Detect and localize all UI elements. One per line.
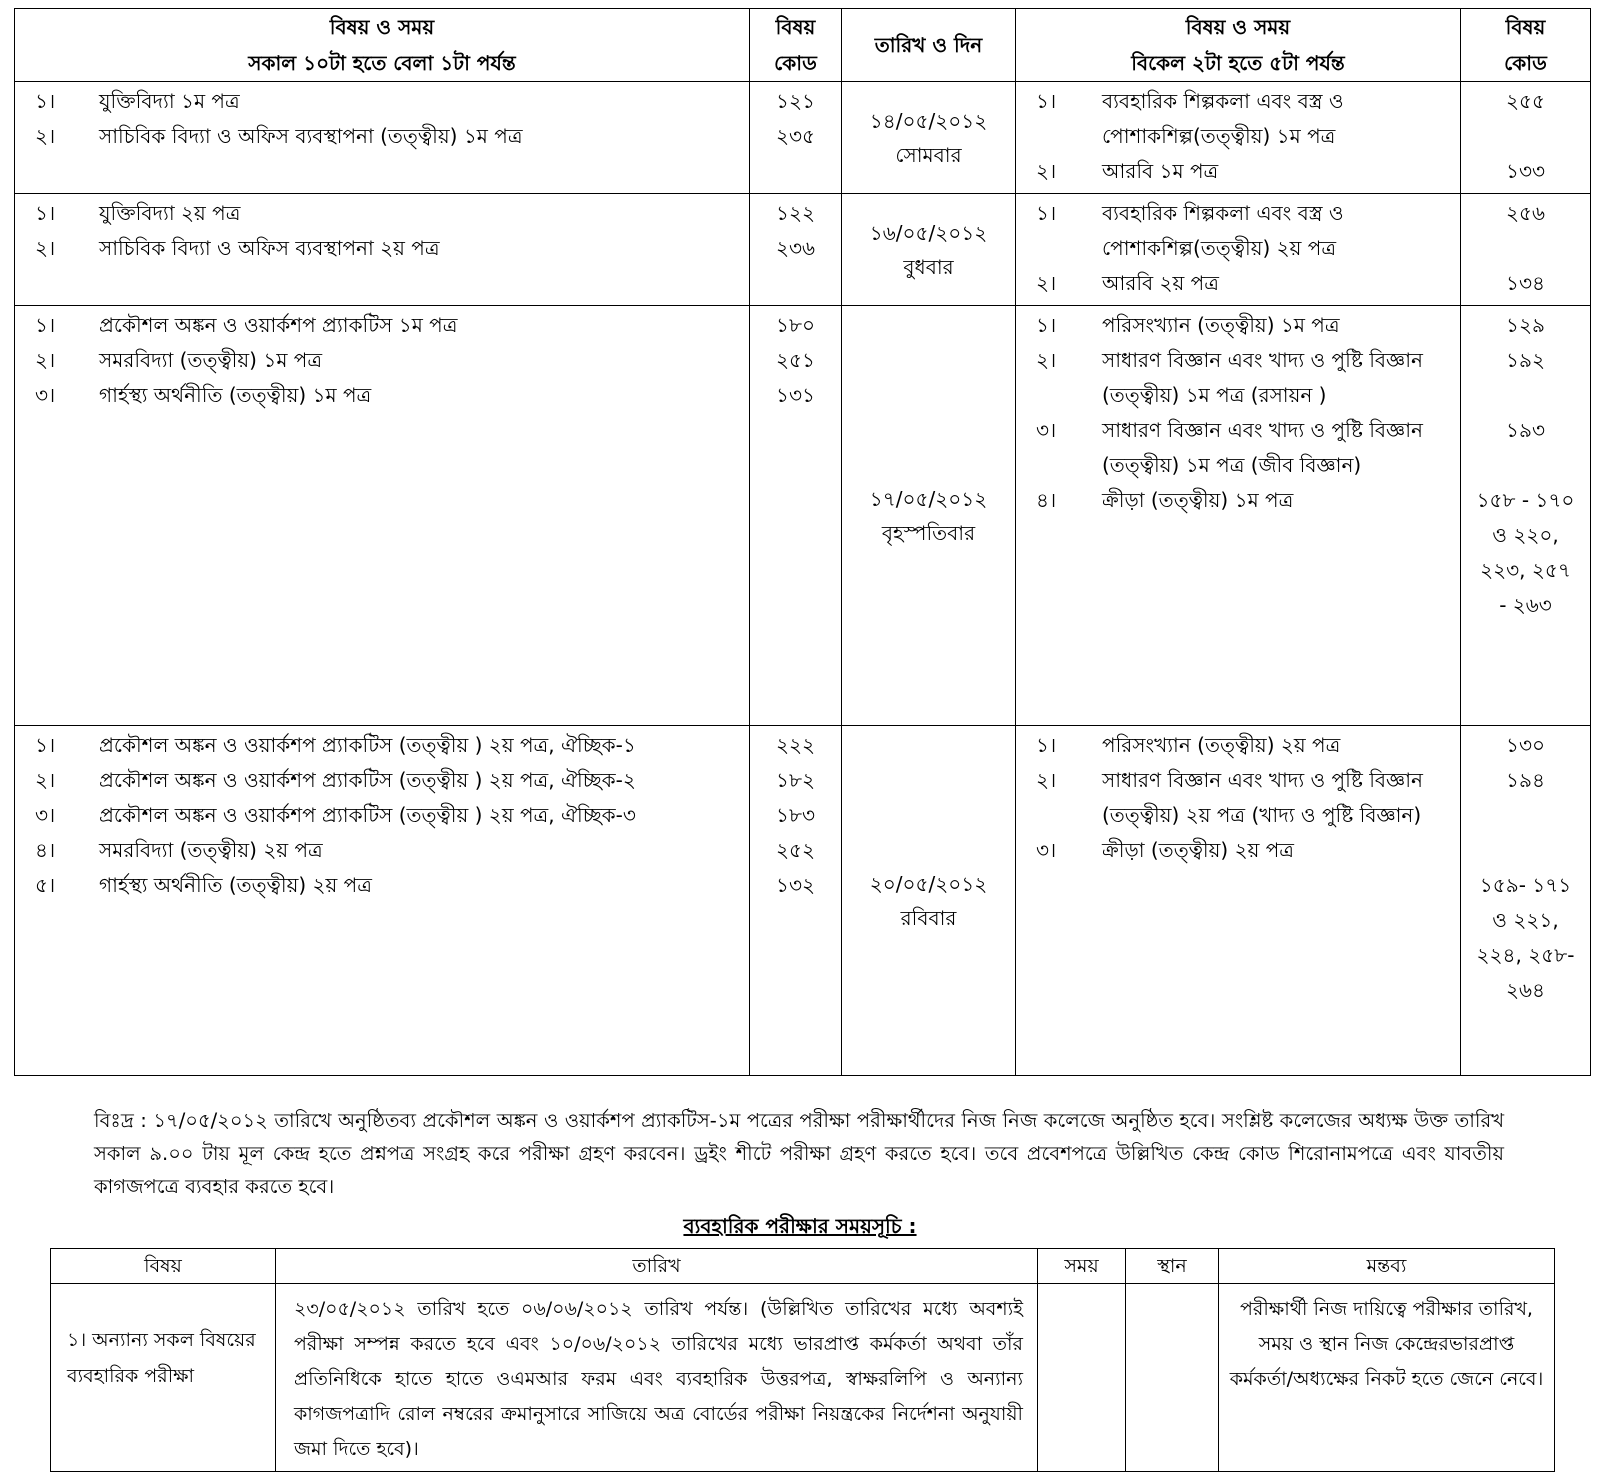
practical-place — [1126, 1284, 1219, 1472]
exam-schedule-table — [14, 8, 1591, 1076]
list-item: ৫। গার্হস্থ্য অর্থনীতি (তত্ত্বীয়) ২য় পত্র — [35, 873, 372, 897]
list-item: ২। সাচিবিক বিদ্যা ও অফিস ব্যবস্থাপনা (তত্ত্বীয়) ১ম পত্র — [35, 124, 523, 148]
afternoon-subjects — [1016, 306, 1461, 726]
practical-subject-header: বিষয় — [51, 1249, 276, 1284]
table-row — [51, 1284, 1555, 1472]
date-header: তারিখ ও দিন — [842, 9, 1016, 82]
morning-subjects — [15, 726, 750, 1076]
afternoon-subjects — [1016, 194, 1461, 306]
list-item: ৩। গার্হস্থ্য অর্থনীতি (তত্ত্বীয়) ১ম পত্র — [35, 383, 372, 407]
afternoon-codes: ১৩০ ১৯৪ ১৫৯- ১৭১ ও ২২১, ২২৪, ২৫৮- ২৬৪ — [1461, 726, 1591, 1076]
practical-time-header: সময় — [1038, 1249, 1126, 1284]
practical-place-header: স্থান — [1126, 1249, 1219, 1284]
afternoon-code-header: বিষয় কোড — [1461, 9, 1591, 82]
exam-date: ২০/০৫/২০১২ রবিবার — [842, 726, 1016, 1076]
practical-schedule-title: ব্যবহারিক পরীক্ষার সময়সূচি : — [683, 1214, 917, 1238]
afternoon-subjects — [1016, 726, 1461, 1076]
list-item: ২। আরবি ১ম পত্র — [1036, 159, 1219, 183]
table-row — [15, 726, 1591, 1076]
exam-date: ১৬/০৫/২০১২ বুধবার — [842, 194, 1016, 306]
list-item: ২। আরবি ২য় পত্র — [1036, 271, 1219, 295]
header-row — [15, 9, 1591, 82]
afternoon-codes: ২৫৬ ১৩৪ — [1461, 194, 1591, 306]
list-item: ৩। সাধারণ বিজ্ঞান এবং খাদ্য ও পুষ্টি বিজ্ঞান (তত্ত্বীয়) ১ম পত্র (জীব বিজ্ঞান) — [1036, 418, 1423, 477]
list-item: ৪। ক্রীড়া (তত্ত্বীয়) ১ম পত্র — [1036, 488, 1294, 512]
list-item: ১। ব্যবহারিক শিল্পকলা এবং বস্ত্র ও পোশাকশিল্প(তত্ত্বীয়) ২য় পত্র — [1036, 201, 1344, 260]
note-paragraph: বিঃদ্র : ১৭/০৫/২০১২ তারিখে অনুষ্ঠিতব্য প্রকৌশল অঙ্কন ও ওয়ার্কশপ প্র্যাকটিস-১ম পত্রের পরীক্ষা পরীক্ষার্থীদের নিজ নিজ কলেজে অনুষ্ঠিত হবে। সংশ্লিষ্ট কলেজের অধ্যক্ষ উক্ত তারিখ সকাল ৯.০০ টায় মূল কেন্দ্র হতে প্রশ্নপত্র সংগ্রহ করে পরীক্ষা গ্রহণ করবেন। ড্রইং শীটে পরীক্ষা গ্রহণ করতে হবে। তবে প্রবেশপত্রে উল্লিখিত কেন্দ্র কোড শিরোনামপত্রে এবং যাবতীয় কাগজপত্রে ব্যবহার করতে হবে। — [94, 1109, 1504, 1198]
morning-subjects — [15, 194, 750, 306]
table-row — [15, 194, 1591, 306]
list-item: ১। যুক্তিবিদ্যা ২য় পত্র — [35, 201, 241, 225]
morning-subjects — [15, 82, 750, 194]
list-item: ২। প্রকৌশল অঙ্কন ও ওয়ার্কশপ প্র্যাকটিস (তত্ত্বীয় ) ২য় পত্র, ঐচ্ছিক-২ — [35, 768, 636, 792]
practical-time — [1038, 1284, 1126, 1472]
list-item: ৩। প্রকৌশল অঙ্কন ও ওয়ার্কশপ প্র্যাকটিস (তত্ত্বীয় ) ২য় পত্র, ঐচ্ছিক-৩ — [35, 803, 636, 827]
morning-subjects — [15, 306, 750, 726]
morning-codes: ১২১ ২৩৫ — [750, 82, 842, 194]
list-item: ২। সাচিবিক বিদ্যা ও অফিস ব্যবস্থাপনা ২য় পত্র — [35, 236, 440, 260]
practical-subject: ১। অন্যান্য সকল বিষয়ের ব্যবহারিক পরীক্ষা — [51, 1284, 276, 1472]
list-item: ১। ব্যবহারিক শিল্পকলা এবং বস্ত্র ও পোশাকশিল্প(তত্ত্বীয়) ১ম পত্র — [1036, 89, 1344, 148]
exam-date: ১৪/০৫/২০১২ সোমবার — [842, 82, 1016, 194]
afternoon-subject-header: বিষয় ও সময় বিকেল ২টা হতে ৫টা পর্যন্ত — [1016, 9, 1461, 82]
practical-header-row — [51, 1249, 1555, 1284]
exam-date: ১৭/০৫/২০১২ বৃহস্পতিবার — [842, 306, 1016, 726]
afternoon-codes: ২৫৫ ১৩৩ — [1461, 82, 1591, 194]
list-item: ২। সাধারণ বিজ্ঞান এবং খাদ্য ও পুষ্টি বিজ্ঞান (তত্ত্বীয়) ১ম পত্র (রসায়ন ) — [1036, 348, 1423, 407]
afternoon-subjects — [1016, 82, 1461, 194]
list-item: ১। পরিসংখ্যান (তত্ত্বীয়) ১ম পত্র — [1036, 313, 1340, 337]
list-item: ৪। সমরবিদ্যা (তত্ত্বীয়) ২য় পত্র — [35, 838, 323, 862]
list-item: ১। পরিসংখ্যান (তত্ত্বীয়) ২য় পত্র — [1036, 733, 1341, 757]
list-item: ৩। ক্রীড়া (তত্ত্বীয়) ২য় পত্র — [1036, 838, 1294, 862]
practical-date: ২৩/০৫/২০১২ তারিখ হতে ০৬/০৬/২০১২ তারিখ পর্যন্ত। (উল্লিখিত তারিখের মধ্যে অবশ্যই পরীক্ষা সম্পন্ন করতে হবে এবং ১০/০৬/২০১২ তারিখের মধ্যে ভারপ্রাপ্ত কর্মকর্তা অথবা তাঁর প্রতিনিধিকে হাতে হাতে ওএমআর ফরম এবং ব্যবহারিক উত্তরপত্র, স্বাক্ষরলিপি ও অন্যান্য কাগজপত্রাদি রোল নম্বরের ক্রমানুসারে সাজিয়ে অত্র বোর্ডের পরীক্ষা নিয়ন্ত্রকের নির্দেশনা অনুযায়ী জমা দিতে হবে)। — [276, 1284, 1038, 1472]
morning-codes: ১৮০ ২৫১ ১৩১ — [750, 306, 842, 726]
list-item: ১। যুক্তিবিদ্যা ১ম পত্র — [35, 89, 240, 113]
list-item: ২। সাধারণ বিজ্ঞান এবং খাদ্য ও পুষ্টি বিজ্ঞান (তত্ত্বীয়) ২য় পত্র (খাদ্য ও পুষ্টি বিজ্ঞান) — [1036, 768, 1423, 827]
practical-date-header: তারিখ — [276, 1249, 1038, 1284]
code-header: বিষয় কোড — [750, 9, 842, 82]
practical-remarks: পরীক্ষার্থী নিজ দায়িত্বে পরীক্ষার তারিখ, সময় ও স্থান নিজ কেন্দ্রেরভারপ্রাপ্ত কর্মকর্তা/অধ্যক্ষের নিকট হতে জেনে নেবে। — [1219, 1284, 1555, 1472]
list-item: ২। সমরবিদ্যা (তত্ত্বীয়) ১ম পত্র — [35, 348, 323, 372]
morning-codes: ১২২ ২৩৬ — [750, 194, 842, 306]
afternoon-codes: ১২৯ ১৯২ ১৯৩ ১৫৮ - ১৭০ ও ২২০, ২২৩, ২৫৭ - ২৬৩ — [1461, 306, 1591, 726]
list-item: ১। প্রকৌশল অঙ্কন ও ওয়ার্কশপ প্র্যাকটিস ১ম পত্র — [35, 313, 458, 337]
morning-subject-header: বিষয় ও সময় সকাল ১০টা হতে বেলা ১টা পর্যন্ত — [15, 9, 750, 82]
table-row — [15, 82, 1591, 194]
list-item: ১। প্রকৌশল অঙ্কন ও ওয়ার্কশপ প্র্যাকটিস (তত্ত্বীয় ) ২য় পত্র, ঐচ্ছিক-১ — [35, 733, 636, 757]
table-row — [15, 306, 1591, 726]
practical-remarks-header: মন্তব্য — [1219, 1249, 1555, 1284]
morning-codes: ২২২ ১৮২ ১৮৩ ২৫২ ১৩২ — [750, 726, 842, 1076]
practical-schedule-table — [50, 1248, 1555, 1472]
